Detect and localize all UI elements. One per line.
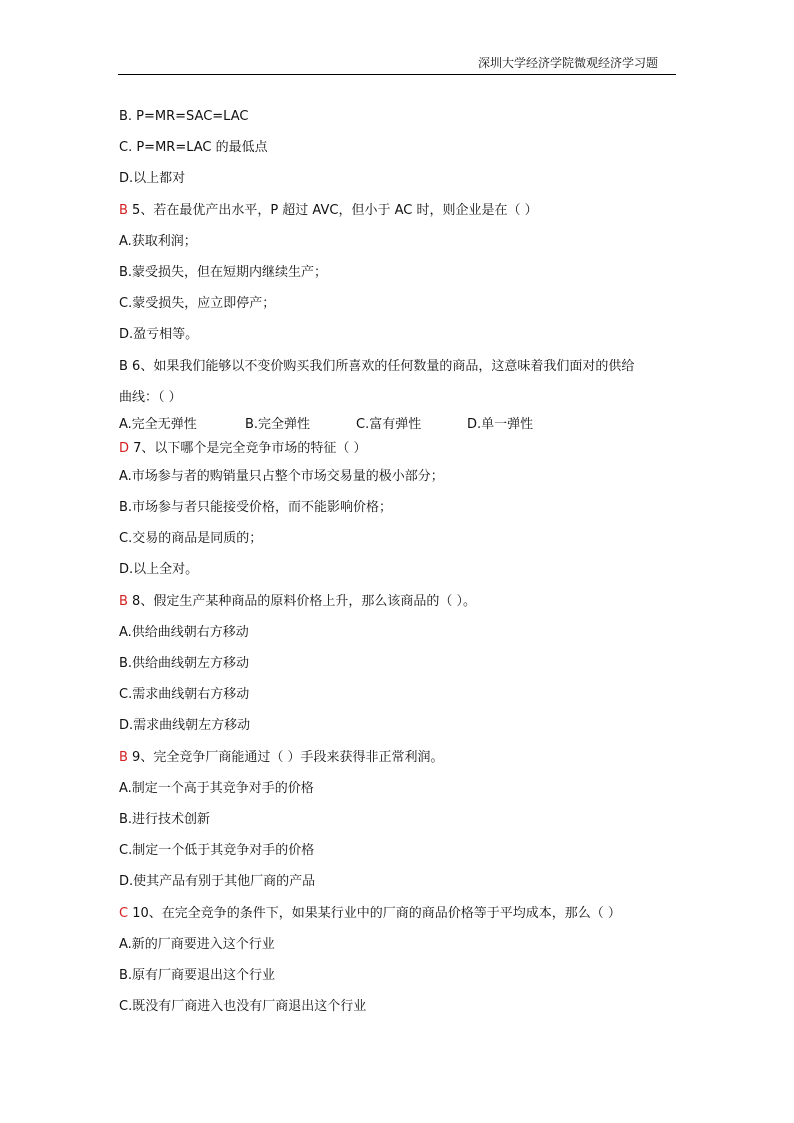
answer-mark: B: [119, 749, 128, 765]
option-line: A.新的厂商要进入这个行业: [119, 936, 275, 952]
answer-mark: D: [119, 440, 130, 456]
option-d: D.单一弹性: [467, 416, 534, 432]
question-5: [119, 195, 679, 226]
option-line: C. P=MR=LAC 的最低点: [119, 140, 268, 156]
option-line: A.市场参与者的购销量只占整个市场交易量的极小部分；: [119, 468, 444, 484]
question-text: 8、假定生产某种商品的原料价格上升，那么该商品的（ ）。: [127, 593, 476, 609]
answer-mark: B: [119, 202, 128, 218]
question-7: [119, 437, 679, 461]
option-line: C.制定一个低于其竞争对手的价格: [119, 843, 315, 859]
question-text: 7、以下哪个是完全竞争市场的特征（ ）: [129, 440, 367, 456]
option-line: B.市场参与者只能接受价格，而不能影响价格；: [119, 500, 393, 516]
option-line: B.供给曲线朝左方移动: [119, 656, 250, 671]
option-line: D.使其产品有别于其他厂商的产品: [119, 874, 316, 890]
question-text: 5、若在最优产出水平，P 超过 AVC，但小于 AC 时，则企业是在（ ）: [127, 202, 538, 218]
answer-mark-plain: B: [119, 358, 128, 374]
question-text: 9、完全竞争厂商能通过（ ）手段来获得非正常利润。: [127, 749, 444, 765]
option-a: A.完全无弹性: [119, 416, 197, 432]
question-text: 10、在完全竞争的条件下，如果某行业中的厂商的商品价格等于平均成本，那么（ ）: [128, 905, 621, 921]
header-title: 深圳大学经济学院微观经济学习题: [477, 56, 658, 70]
option-line: D.盈亏相等。: [119, 327, 199, 343]
option-line: B.原有厂商要退出这个行业: [119, 967, 276, 983]
question-8: [119, 586, 679, 617]
option-line: C.蒙受损失，应立即停产；: [119, 296, 276, 312]
option-line: C.交易的商品是同质的；: [119, 531, 263, 547]
question-text: 6、如果我们能够以不变价购买我们所喜欢的任何数量的商品，这意味着我们面对的供给: [127, 358, 635, 374]
answer-mark: C: [119, 905, 129, 921]
question-continuation: 曲线：（ ）: [119, 389, 182, 405]
option-c: C.富有弹性: [356, 416, 422, 432]
option-line: C.需求曲线朝右方移动: [119, 687, 250, 703]
page-header: [118, 48, 676, 75]
option-line: B.进行技术创新: [119, 811, 211, 827]
option-line: A.制定一个高于其竞争对手的价格: [119, 780, 314, 796]
question-9: [119, 742, 679, 773]
option-line: C.既没有厂商进入也没有厂商退出这个行业: [119, 999, 367, 1015]
question-6: [119, 351, 679, 382]
option-b: B.完全弹性: [245, 416, 311, 432]
option-line: D.需求曲线朝左方移动: [119, 718, 251, 734]
option-row: [119, 413, 679, 437]
option-line: D.以上都对: [119, 171, 186, 187]
question-10: [119, 898, 679, 929]
option-line: B. P=MR=SAC=LAC: [119, 109, 249, 124]
option-line: D.以上全对。: [119, 562, 199, 578]
option-line: A.获取利润；: [119, 233, 197, 249]
option-line: B.蒙受损失，但在短期内继续生产；: [119, 264, 328, 280]
option-line: A.供给曲线朝右方移动: [119, 624, 249, 640]
answer-mark: B: [119, 593, 128, 609]
question-list: [119, 101, 679, 1022]
